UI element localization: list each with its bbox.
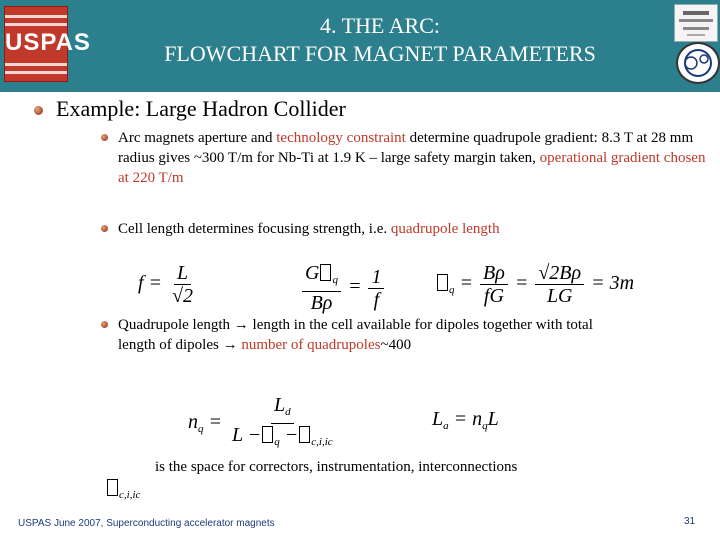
equation-focal-length xyxy=(138,262,198,307)
la-sub2: q xyxy=(482,420,488,432)
la-sub: a xyxy=(443,420,449,432)
length-symbol-box xyxy=(320,264,331,281)
eq3-sub: q xyxy=(449,284,455,297)
eq3-eq1: = xyxy=(459,272,473,295)
eq2-den: Bρ xyxy=(310,292,333,314)
page-number: 31 xyxy=(684,516,696,527)
length-symbol-box xyxy=(437,274,448,291)
equation-number-of-quads xyxy=(188,394,338,453)
bullet-icon xyxy=(101,321,108,328)
slide-title xyxy=(80,12,680,68)
eq3-den1: fG xyxy=(483,285,504,307)
bullet1-red2: operational gradient chosen at 220 T/m xyxy=(118,150,706,186)
eq3-num1: Bρ xyxy=(480,262,508,285)
title-line-1: 4. THE ARC: xyxy=(319,13,440,38)
la-lhs: L xyxy=(432,408,444,430)
equation-gradient xyxy=(300,262,386,314)
bullet2-part1: Cell length determines focusing strength, i.e. xyxy=(118,221,391,237)
eq1-num: L xyxy=(174,262,191,285)
nq-den-sub1: q xyxy=(274,436,280,448)
slide-header xyxy=(0,0,720,92)
bullet3-part1: Quadrupole length → length in the cell available for dipoles together with total length of dipoles → xyxy=(118,317,593,353)
title-line-2: FLOWCHART FOR MAGNET PARAMETERS xyxy=(164,41,596,66)
nq-num: L xyxy=(274,394,286,416)
footer-text: USPAS June 2007, Superconducting accelerator magnets xyxy=(18,518,275,529)
nq-lhs: n xyxy=(188,411,198,434)
eq2-num: G xyxy=(305,262,320,284)
space-note: is the space for correctors, instrumentation, interconnections xyxy=(155,459,518,475)
logo-text: USPAS xyxy=(5,29,91,56)
bullet3-red1: number of quadrupoles xyxy=(241,337,381,353)
bullet1-red1: technology constraint xyxy=(276,130,406,146)
eq3-num2: √2Bρ xyxy=(535,262,584,285)
eq2-eq: = xyxy=(347,275,362,298)
length-symbol-box xyxy=(107,479,118,496)
uspas-logo xyxy=(4,6,91,82)
nq-den-a: L − xyxy=(232,424,262,446)
equation-quad-length xyxy=(436,262,634,307)
length-symbol-box xyxy=(299,426,310,443)
la-eq: = n xyxy=(453,408,483,430)
la-rhs: L xyxy=(487,408,499,430)
bullet1-part1: Arc magnets aperture and xyxy=(118,130,277,146)
cern-logo xyxy=(676,42,720,84)
space-symbol xyxy=(106,478,140,501)
eq1-den: √2 xyxy=(172,285,194,307)
bullet-icon xyxy=(101,134,108,141)
institution-logo xyxy=(674,4,718,42)
bullet-icon xyxy=(101,225,108,232)
eq1-lhs: f = xyxy=(138,272,163,295)
bullet-text-num-quads xyxy=(118,315,608,355)
equation-arc-length xyxy=(432,408,499,432)
nq-sub: q xyxy=(198,423,204,436)
bullet-icon xyxy=(34,106,43,115)
eq3-den2: LG xyxy=(546,285,573,307)
eq3-rhs: = 3m xyxy=(591,272,635,295)
eq2-den2: f xyxy=(373,288,380,311)
bullet-text-gradient xyxy=(118,128,708,188)
nq-den-sub2: c,i,ic xyxy=(311,436,333,448)
bullet3-part2: ~400 xyxy=(380,337,412,353)
nq-num-sub: d xyxy=(285,406,291,418)
eq2-num2: 1 xyxy=(368,266,384,289)
eq2-num-sub: q xyxy=(332,274,338,286)
bullet2-red1: quadrupole length xyxy=(390,221,500,237)
note-sub: c,i,ic xyxy=(119,489,141,501)
length-symbol-box xyxy=(262,426,273,443)
eq3-eq2: = xyxy=(514,272,529,295)
bullet-text-cell-length xyxy=(118,219,708,239)
main-heading: Example: Large Hadron Collider xyxy=(56,96,346,121)
nq-den-b: − xyxy=(284,424,299,446)
nq-eq: = xyxy=(208,411,222,434)
bullet1-part2: determine quadrupole gradient: 8.3 T at 28 mm radius gives ~300 T/m for Nb-Ti at 1.9 K – large safety margin taken, xyxy=(118,130,694,166)
